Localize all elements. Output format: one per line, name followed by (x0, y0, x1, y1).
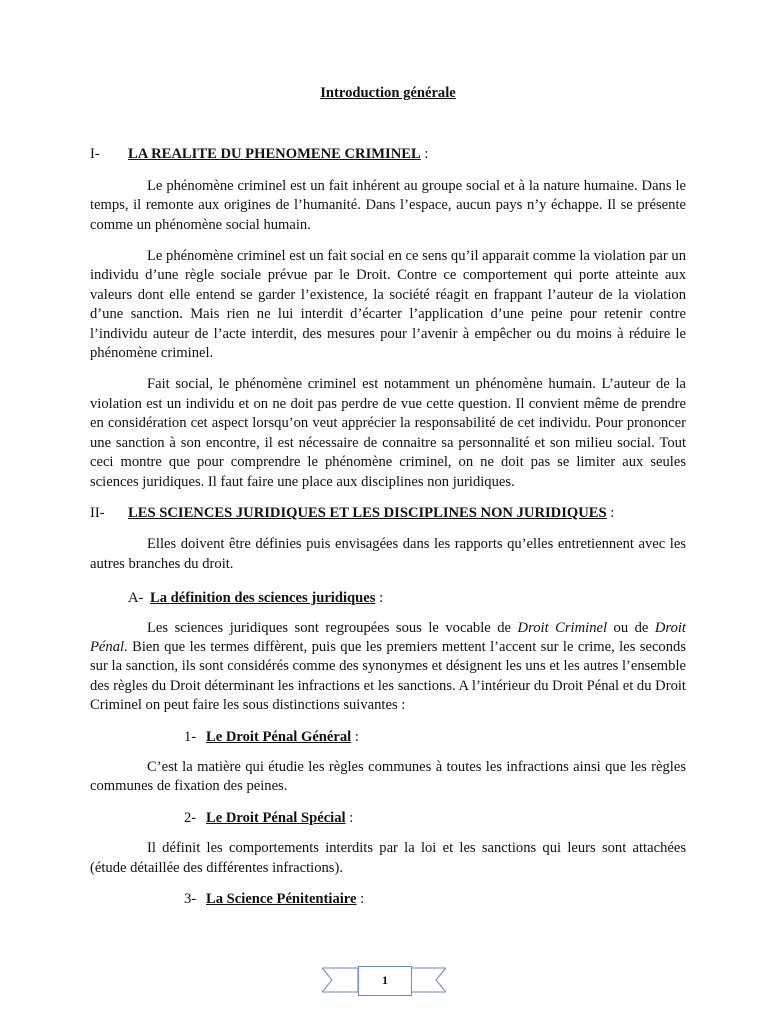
item-number: 1- (184, 728, 197, 745)
italic-term: Droit Pénal (90, 619, 686, 655)
item-number: 3- (184, 891, 197, 907)
section-heading-2 (90, 504, 686, 523)
paragraph: Elles doivent être définies puis envisagées dans les rapports qu’elles entretiennent avec les autres branches du droit. (90, 536, 686, 572)
section-number: II- (90, 504, 105, 521)
paragraph: Le phénomène criminel est un fait social en ce sens qu’il apparait comme la violation par un individu d’une règle sociale prévue par le Droit. Contre ce comportement qui porte atteinte aux valeurs dont elle entend se garder l’existence, la société réagit en frappant l’auteur de la violation d’une sanction. Mais rien ne lui interdit d’écarter l’application d’une peine pour retenir contre l’individu auteur de l’acte interdit, des mesures pour l’avenir à empêcher ou du moins à réduire le phénomène criminel. (90, 248, 686, 362)
document-page (90, 84, 686, 920)
heading-colon: : (420, 146, 429, 163)
heading-colon: : (345, 809, 354, 826)
item-heading-1 (184, 728, 686, 747)
heading-colon: : (606, 504, 615, 521)
subsection-number: A- (128, 590, 144, 607)
paragraph-definition (90, 619, 686, 716)
item-heading-text: La Science Pénitentiaire (206, 891, 357, 907)
paragraph-text: . Bien que les termes diffèrent, puis que les premiers mettent l’accent sur le crime, les seconds sur la sanction, ils sont considérés comme des synonymes et désignent les uns et les autres l’ensemble des règles du Droit déterminant les infractions et les sanctions. A l’intérieur du Droit Pénal et du Droit Criminel on peut faire les sous distinctions suivantes : (90, 638, 686, 714)
section-number: I- (90, 146, 100, 163)
page-number: 1 (358, 966, 412, 996)
paragraph: Il définit les comportements interdits par la loi et les sanctions qui leurs sont attachées (étude détaillée des différentes infractions). (90, 840, 686, 876)
document-title: Introduction générale (320, 85, 456, 101)
item-heading-2 (184, 809, 686, 828)
section-heading-text: LA REALITE DU PHENOMENE CRIMINEL (128, 146, 421, 163)
heading-colon: : (351, 728, 359, 745)
heading-colon: : (375, 590, 384, 607)
subsection-heading-text: La définition des sciences juridiques (150, 590, 376, 607)
section-heading-text: LES SCIENCES JURIDIQUES ET LES DISCIPLINES NON JURIDIQUES (128, 504, 607, 521)
subsection-heading-a (128, 589, 686, 608)
paragraph-text: Les sciences juridiques sont regroupées sous le vocable de (147, 619, 518, 636)
item-heading-text: Le Droit Pénal Général (206, 728, 352, 745)
italic-term: Droit Criminel (517, 619, 608, 636)
paragraph-text: ou de (607, 619, 655, 636)
item-heading-text: Le Droit Pénal Spécial (206, 809, 346, 826)
heading-colon: : (356, 891, 365, 907)
paragraph: C’est la matière qui étudie les règles communes à toutes les infractions ainsi que les règles communes de fixation des peines. (90, 758, 686, 795)
paragraph: Le phénomène criminel est un fait inhérent au groupe social et à la nature humaine. Dans le temps, il remonte aux origines de l’humanité. Dans l’espace, aucun pays n’y échappe. Il se présente comme un phénomène social humain. (90, 177, 686, 233)
page-number-ribbon (322, 962, 446, 998)
item-number: 2- (184, 809, 197, 826)
item-heading-3 (184, 890, 686, 909)
section-heading-1 (90, 145, 686, 164)
paragraph: Fait social, le phénomène criminel est notamment un phénomène humain. L’auteur de la violation est un individu et on ne doit pas perdre de vue cette question. Il convient même de prendre en considération cet aspect lorsqu’on veut apprécier la responsabilité de cet individu. Pour prononcer une sanction à son encontre, il est nécessaire de connaitre sa personnalité et son milieu social. Tout ceci montre que pour comprendre le phénomène criminel, on ne doit pas se limiter aux seules sciences juridiques. Il faut faire une place aux disciplines non juridiques. (90, 376, 686, 490)
